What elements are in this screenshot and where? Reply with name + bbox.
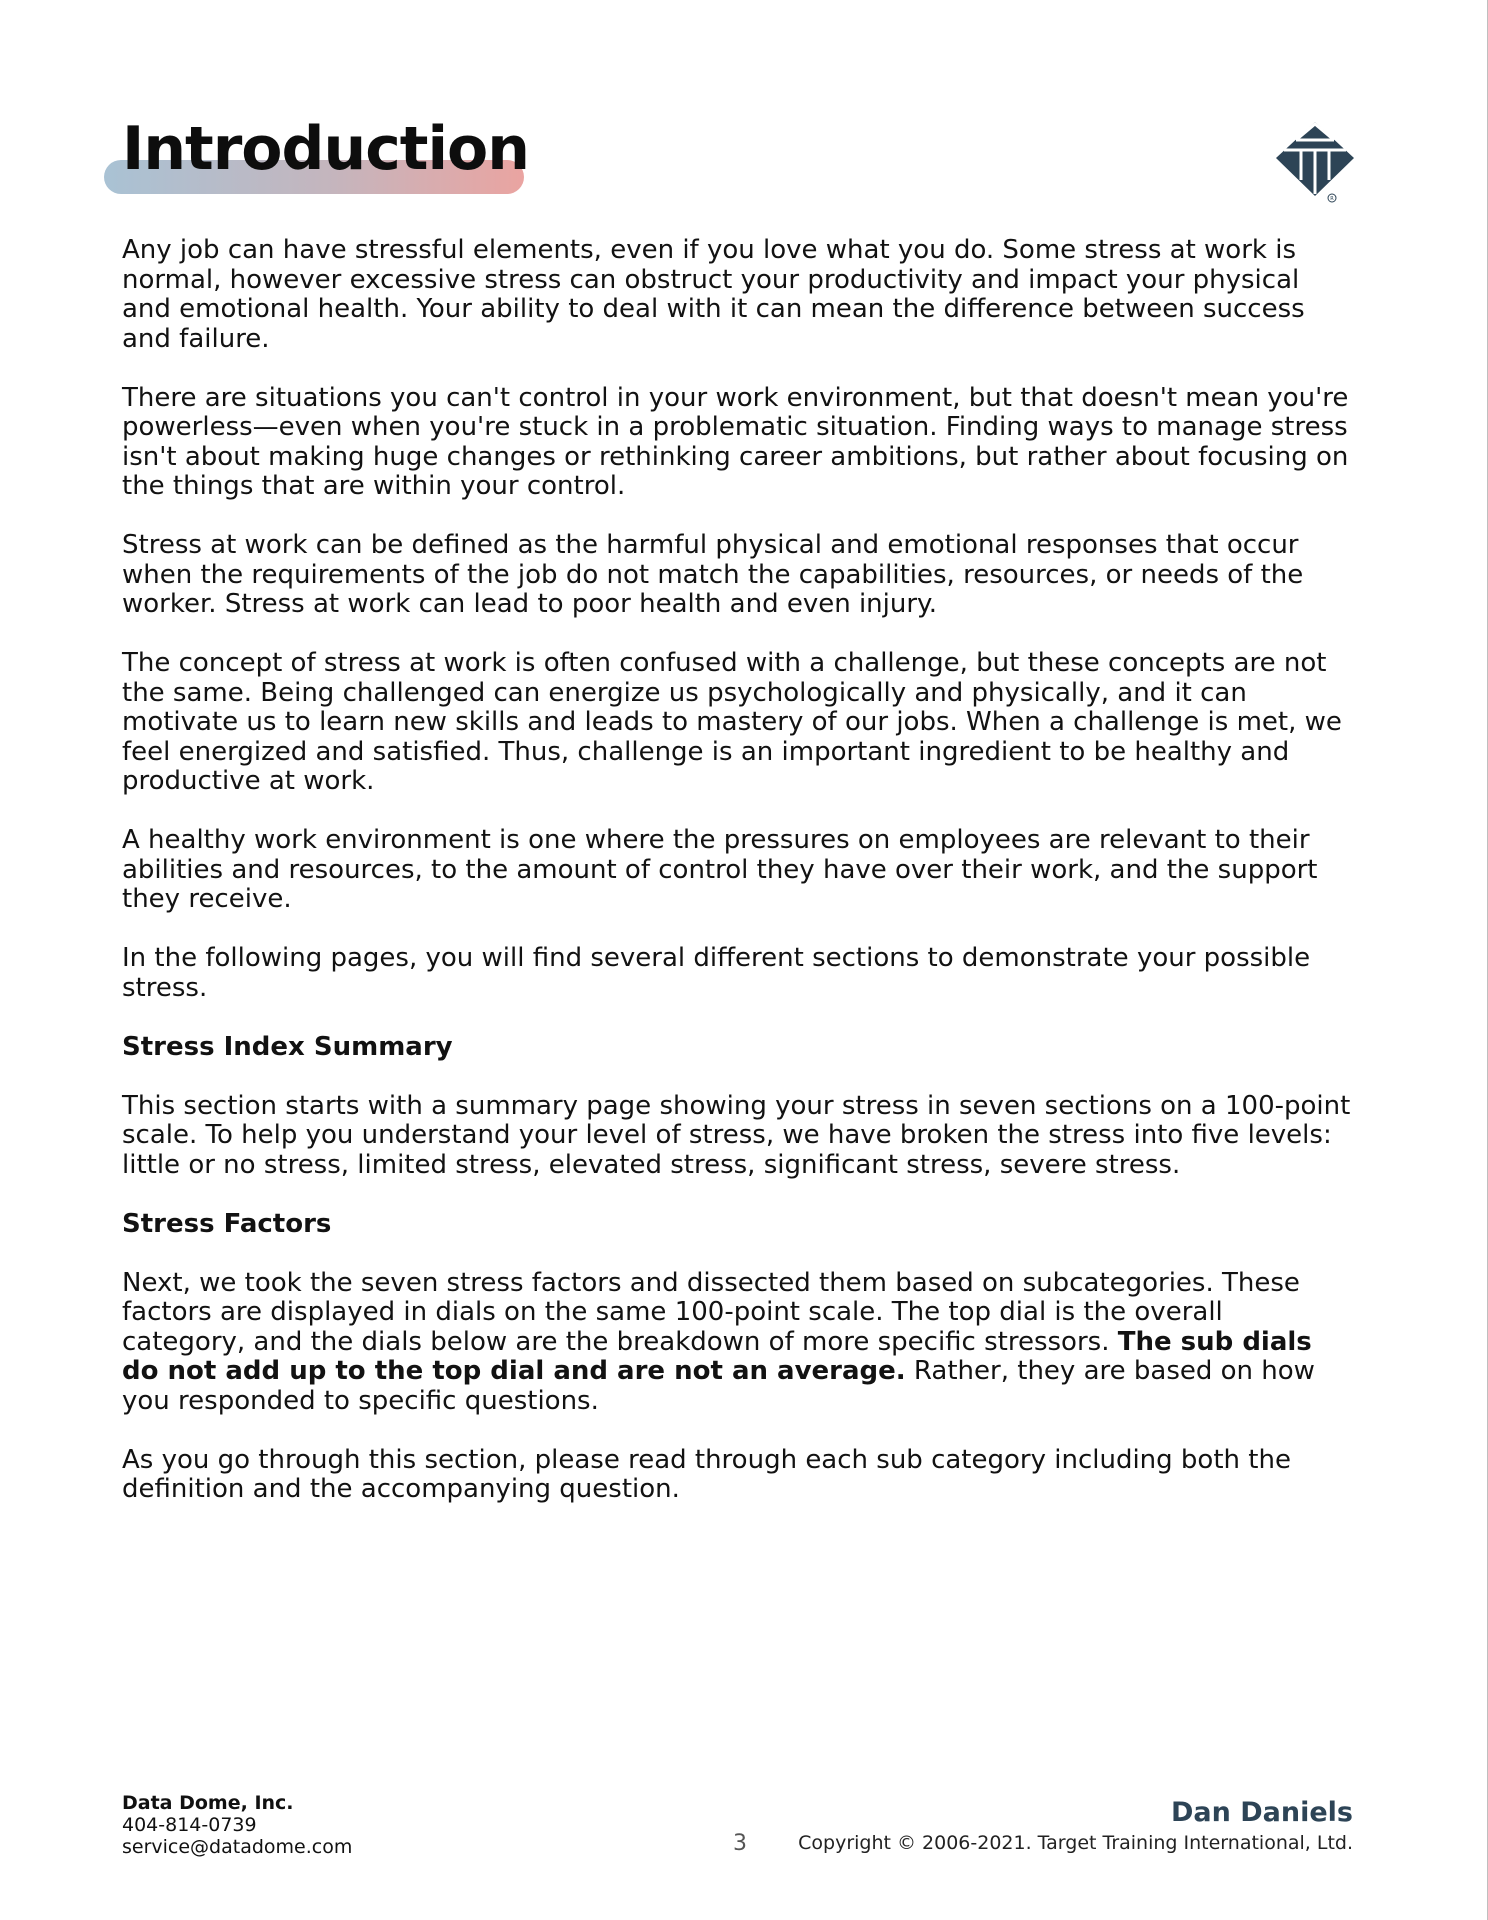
paragraph: In the following pages, you will find several different sections to demonstrate your possible stress. bbox=[122, 943, 1311, 1003]
page-title: Introduction bbox=[122, 114, 529, 184]
footer-credit bbox=[798, 1796, 1353, 1856]
paragraph: There are situations you can't control in your work environment, but that doesn't mean you're powerless—even when you're stuck in a problematic situation. Finding ways to manage stress isn't about making huge changes or rethinking career ambitions, but rather about focusing on the things that are within your control. bbox=[122, 382, 1349, 501]
title-block bbox=[104, 112, 544, 202]
copyright-notice: Copyright © 2006-2021. Target Training International, Ltd. bbox=[798, 1832, 1353, 1854]
person-name: Dan Daniels bbox=[1171, 1797, 1353, 1828]
intro-body bbox=[122, 236, 1354, 1534]
data-dome-logo-icon bbox=[1270, 120, 1360, 206]
paragraph: This section starts with a summary page showing your stress in seven sections on a 100-point scale. To help you understand your level of stress, we have broken the stress into five levels: little or no stress, limited stress, elevated stress, significant stress, severe stress. bbox=[122, 1090, 1351, 1180]
section-heading-stress-index-summary: Stress Index Summary bbox=[122, 1031, 453, 1062]
page-number: 3 bbox=[733, 1831, 747, 1856]
section-heading-stress-factors: Stress Factors bbox=[122, 1208, 332, 1239]
phone-number: 404-814-0739 bbox=[122, 1814, 257, 1836]
paragraph-stress-factors bbox=[122, 1269, 1354, 1417]
email-address: service@datadome.com bbox=[122, 1836, 353, 1858]
svg-text:R: R bbox=[1330, 196, 1334, 202]
footer-contact bbox=[122, 1792, 352, 1858]
paragraph: The concept of stress at work is often confused with a challenge, but these concepts are not the same. Being challenged can energize us psychologically and physically, and it can motivate us to learn new skills and leads to mastery of our jobs. When a challenge is met, we feel energized and satisfied. Thus, challenge is an important ingredient to be healthy and productive at work. bbox=[122, 648, 1342, 796]
paragraph: Any job can have stressful elements, even if you love what you do. Some stress at work is normal, however excessive stress can obstruct your productivity and impact your physical and emotional health. Your ability to deal with it can mean the difference between success and failure. bbox=[122, 235, 1305, 354]
text-span: Next, we took the seven stress factors and dissected them based on subcategories. These factors are displayed in dials on the same 100-point scale. The top dial is the overall category, and the dials below are the breakdown of more specific stressors. bbox=[122, 1267, 1300, 1357]
paragraph: As you go through this section, please read through each sub category including both the definition and the accompanying question. bbox=[122, 1444, 1291, 1504]
paragraph: Stress at work can be defined as the harmful physical and emotional responses that occur when the requirements of the job do not match the capabilities, resources, or needs of the worker. Stress at work can lead to poor health and even injury. bbox=[122, 530, 1304, 619]
text-span: Rather, they are based on how you responded to specific questions. bbox=[122, 1356, 1315, 1416]
paragraph: A healthy work environment is one where the pressures on employees are relevant to their abilities and resources, to the amount of control they have over their work, and the support they receive. bbox=[122, 825, 1318, 914]
company-name: Data Dome, Inc. bbox=[122, 1792, 294, 1814]
emphasis-text: The sub dials do not add up to the top dial and are not an average. bbox=[122, 1326, 1312, 1386]
